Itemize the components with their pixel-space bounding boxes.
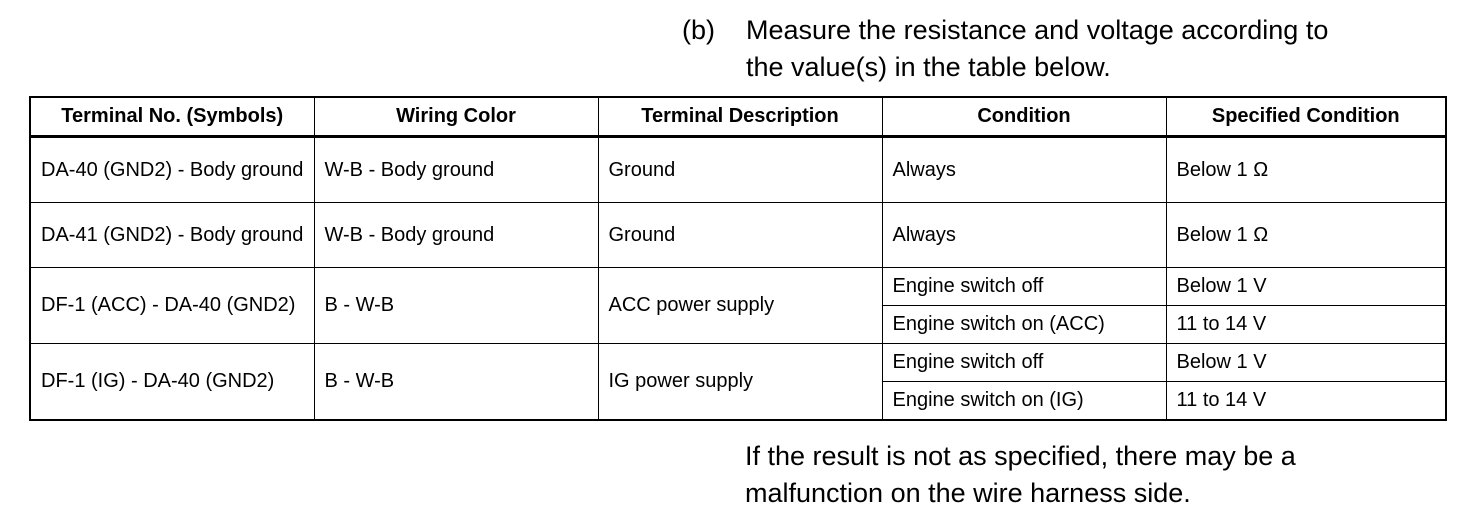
table-row xyxy=(30,203,1446,268)
specified-condition-cell: Below 1 V xyxy=(1166,268,1446,306)
specified-condition-cell: 11 to 14 V xyxy=(1166,382,1446,421)
condition-cell: Always xyxy=(882,203,1166,268)
note-line-1: If the result is not as specified, there may be a xyxy=(745,441,1296,471)
specified-condition-cell: Below 1 Ω xyxy=(1166,137,1446,203)
specified-condition-cell: 11 to 14 V xyxy=(1166,306,1446,344)
terminal-cell: DA-41 (GND2) - Body ground xyxy=(30,203,314,268)
header-specified-condition: Specified Condition xyxy=(1166,97,1446,137)
wiring-color-cell: W-B - Body ground xyxy=(314,137,598,203)
step-text-line-2: the value(s) in the table below. xyxy=(746,52,1111,82)
step-text xyxy=(746,12,1436,86)
step-text-line-1: Measure the resistance and voltage according to xyxy=(746,15,1329,45)
header-wiring-color: Wiring Color xyxy=(314,97,598,137)
header-condition: Condition xyxy=(882,97,1166,137)
wiring-color-cell: B - W-B xyxy=(314,344,598,421)
description-cell: ACC power supply xyxy=(598,268,882,344)
condition-cell: Engine switch off xyxy=(882,344,1166,382)
result-note xyxy=(745,438,1445,512)
terminal-cell: DF-1 (ACC) - DA-40 (GND2) xyxy=(30,268,314,344)
specified-condition-cell: Below 1 V xyxy=(1166,344,1446,382)
wiring-color-cell: W-B - Body ground xyxy=(314,203,598,268)
condition-cell: Engine switch off xyxy=(882,268,1166,306)
specification-table xyxy=(29,96,1447,421)
wiring-color-cell: B - W-B xyxy=(314,268,598,344)
specified-condition-cell: Below 1 Ω xyxy=(1166,203,1446,268)
condition-cell: Always xyxy=(882,137,1166,203)
header-terminal: Terminal No. (Symbols) xyxy=(30,97,314,137)
table-row xyxy=(30,344,1446,382)
description-cell: Ground xyxy=(598,203,882,268)
header-terminal-description: Terminal Description xyxy=(598,97,882,137)
table-row xyxy=(30,137,1446,203)
description-cell: Ground xyxy=(598,137,882,203)
terminal-cell: DA-40 (GND2) - Body ground xyxy=(30,137,314,203)
table-row xyxy=(30,268,1446,306)
description-cell: IG power supply xyxy=(598,344,882,421)
step-marker: (b) xyxy=(682,15,715,45)
condition-cell: Engine switch on (IG) xyxy=(882,382,1166,421)
condition-cell: Engine switch on (ACC) xyxy=(882,306,1166,344)
terminal-cell: DF-1 (IG) - DA-40 (GND2) xyxy=(30,344,314,421)
note-line-2: malfunction on the wire harness side. xyxy=(745,478,1191,508)
table-header-row xyxy=(30,97,1446,137)
